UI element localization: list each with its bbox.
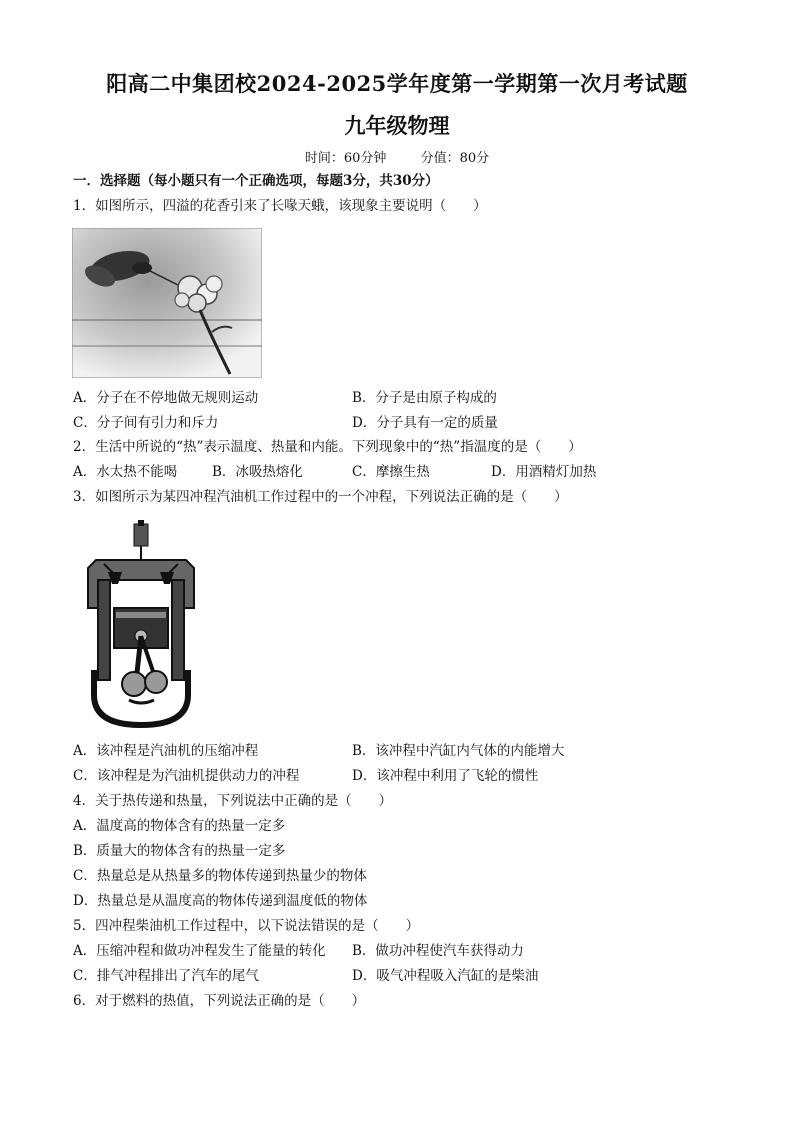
question-5-stem: 5．四冲程柴油机工作过程中，以下说法错误的是（ ） bbox=[73, 918, 420, 934]
question-3-option-c: C．该冲程是为汽油机提供动力的冲程 bbox=[73, 768, 300, 784]
question-6-stem: 6．对于燃料的热值，下列说法正确的是（ ） bbox=[73, 993, 366, 1009]
question-3-option-d: D．该冲程中利用了飞轮的惯性 bbox=[352, 768, 539, 784]
question-1-stem: 1．如图所示，四溢的花香引来了长喙天蛾，该现象主要说明（ ） bbox=[73, 198, 487, 214]
question-5-option-a: A．压缩冲程和做功冲程发生了能量的转化 bbox=[73, 943, 326, 959]
question-4-option-a: A．温度高的物体含有的热量一定多 bbox=[73, 818, 286, 834]
question-2-option-b: B．冰吸热熔化 bbox=[212, 464, 303, 480]
moth-flower-image bbox=[72, 228, 262, 378]
section-heading: 一．选择题（每小题只有一个正确选项，每题3分，共30分） bbox=[73, 173, 439, 189]
question-4-option-c: C．热量总是从热量多的物体传递到热量少的物体 bbox=[73, 868, 367, 884]
question-1-option-a: A．分子在不停地做无规则运动 bbox=[73, 390, 259, 406]
question-5-option-d: D．吸气冲程吸入汽缸的是柴油 bbox=[352, 968, 539, 984]
question-5-option-b: B．做功冲程使汽车获得动力 bbox=[352, 943, 524, 959]
question-2-option-d: D．用酒精灯加热 bbox=[491, 464, 597, 480]
question-4-option-b: B．质量大的物体含有的热量一定多 bbox=[73, 843, 286, 859]
question-2-option-a: A．水太热不能喝 bbox=[73, 464, 178, 480]
question-3-option-a: A．该冲程是汽油机的压缩冲程 bbox=[73, 743, 259, 759]
question-4-option-d: D．热量总是从温度高的物体传递到温度低的物体 bbox=[73, 893, 368, 909]
exam-meta bbox=[0, 147, 794, 166]
exam-score: 分值：80分 bbox=[420, 151, 490, 166]
engine-stroke-image bbox=[74, 520, 219, 730]
question-1-option-d: D．分子具有一定的质量 bbox=[352, 415, 498, 431]
moth-flower-photo bbox=[72, 228, 262, 378]
question-4-stem: 4．关于热传递和热量，下列说法中正确的是（ ） bbox=[73, 793, 393, 809]
question-3-stem: 3．如图所示为某四冲程汽油机工作过程中的一个冲程，下列说法正确的是（ ） bbox=[73, 489, 568, 505]
exam-title: 阳高二中集团校2024-2025学年度第一学期第一次月考试题 bbox=[106, 71, 688, 96]
question-2-option-c: C．摩擦生热 bbox=[352, 464, 430, 480]
question-5-option-c: C．排气冲程排出了汽车的尾气 bbox=[73, 968, 259, 984]
engine-stroke-diagram bbox=[74, 520, 219, 730]
exam-subject: 九年级物理 bbox=[344, 113, 450, 138]
exam-time: 时间：60分钟 bbox=[304, 151, 387, 166]
question-1-option-b: B．分子是由原子构成的 bbox=[352, 390, 497, 406]
question-2-stem: 2．生活中所说的“热”表示温度、热量和内能。下列现象中的“热”指温度的是（ ） bbox=[73, 439, 582, 455]
question-1-option-c: C．分子间有引力和斥力 bbox=[73, 415, 219, 431]
question-3-option-b: B．该冲程中汽缸内气体的内能增大 bbox=[352, 743, 565, 759]
